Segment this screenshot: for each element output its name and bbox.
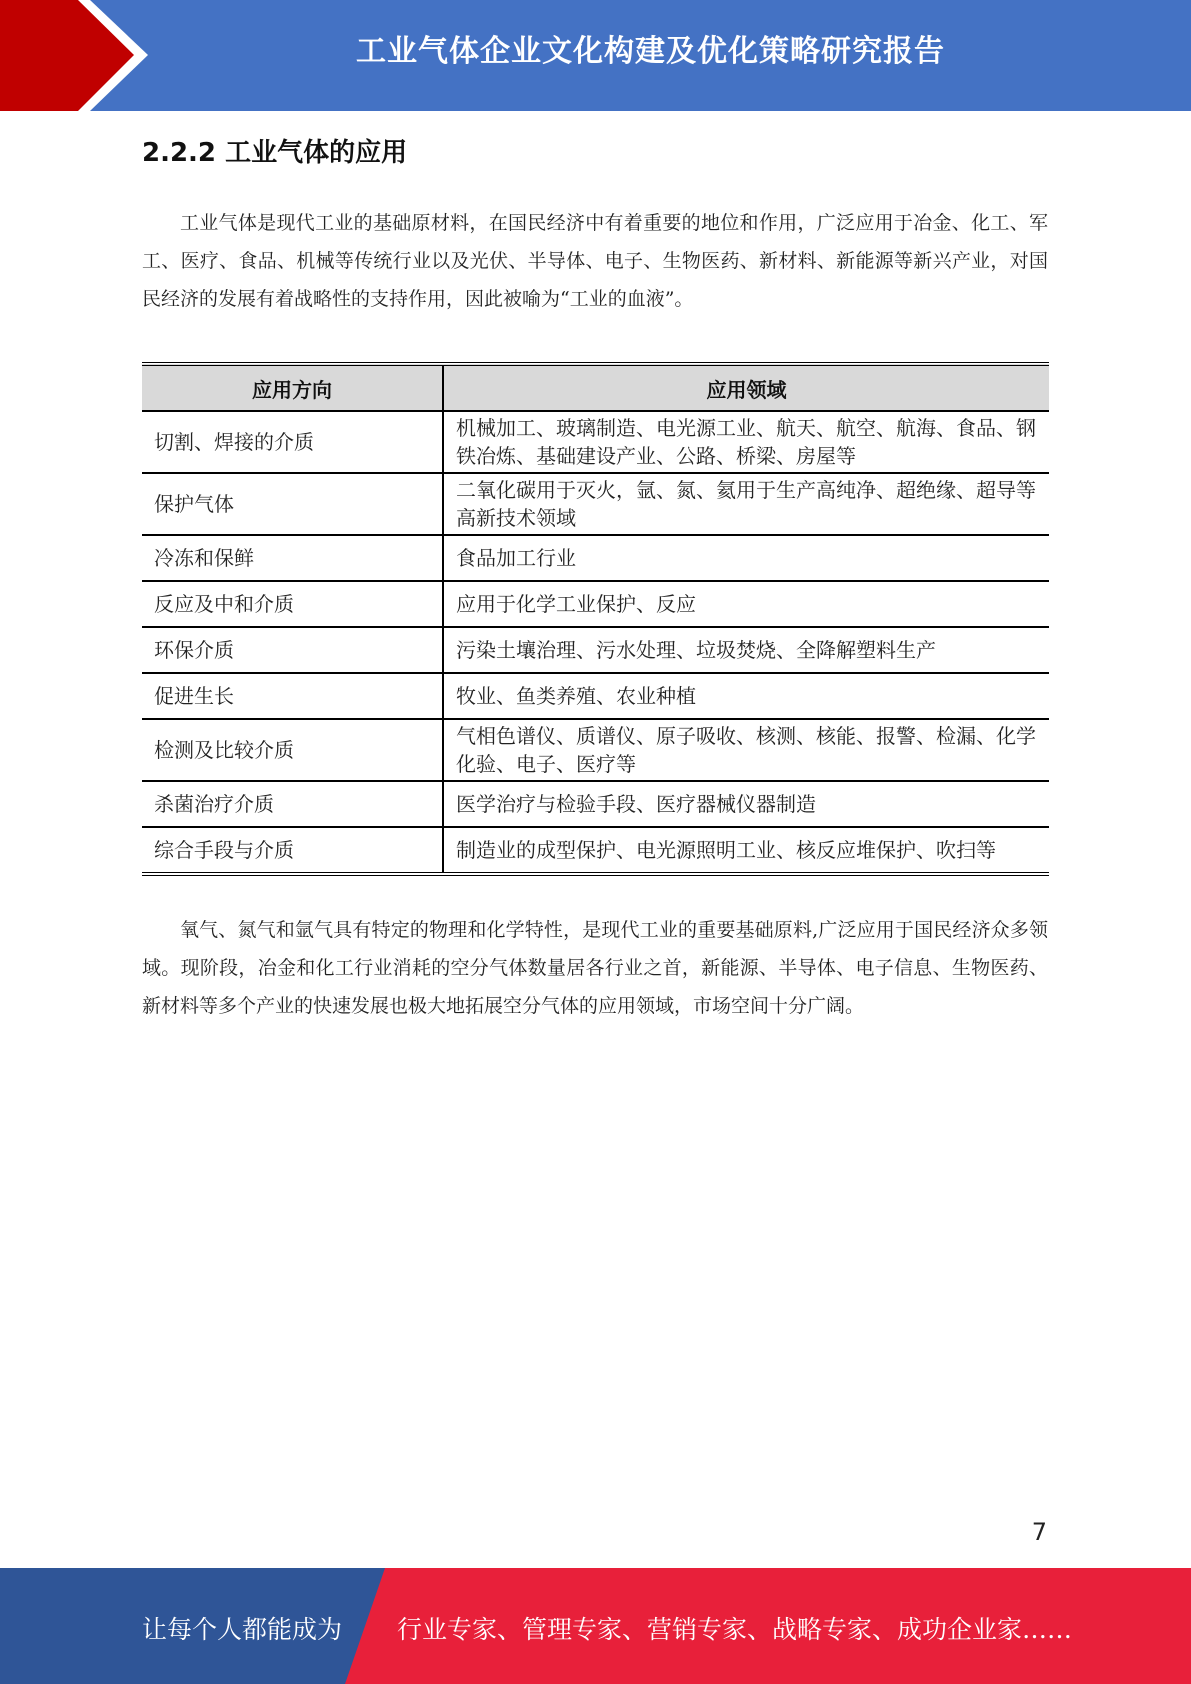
cell-field: 牧业、鱼类养殖、农业种植	[443, 673, 1049, 719]
cell-field: 食品加工行业	[443, 535, 1049, 581]
table-row	[142, 535, 1049, 581]
table-row	[142, 827, 1049, 874]
footer-slogan-right: 行业专家、管理专家、营销专家、战略专家、成功企业家……	[397, 1615, 1073, 1644]
column-header-field: 应用领域	[443, 364, 1049, 411]
table-row	[142, 627, 1049, 673]
intro-paragraph: 工业气体是现代工业的基础原材料，在国民经济中有着重要的地位和作用，广泛应用于冶金、化工、军工、医疗、食品、机械等传统行业以及光伏、半导体、电子、生物医药、新材料、新能源等新兴产业，对国民经济的发展有着战略性的支持作用，因此被喻为“工业的血液”。	[142, 212, 1048, 310]
table-row	[142, 719, 1049, 781]
table-row	[142, 411, 1049, 473]
page-number: 7	[1031, 1518, 1047, 1546]
cell-direction: 检测及比较介质	[142, 719, 443, 781]
table-row	[142, 473, 1049, 535]
cell-direction: 环保介质	[142, 627, 443, 673]
table-row	[142, 673, 1049, 719]
cell-direction: 杀菌治疗介质	[142, 781, 443, 827]
footer-banner	[0, 1568, 1191, 1684]
cell-direction: 综合手段与介质	[142, 827, 443, 874]
report-title: 工业气体企业文化构建及优化策略研究报告	[356, 34, 945, 69]
cell-direction: 反应及中和介质	[142, 581, 443, 627]
table-row	[142, 581, 1049, 627]
cell-field: 应用于化学工业保护、反应	[443, 581, 1049, 627]
cell-direction: 保护气体	[142, 473, 443, 535]
table-header-row	[142, 364, 1049, 411]
cell-field: 医学治疗与检验手段、医疗器械仪器制造	[443, 781, 1049, 827]
cell-direction: 切割、焊接的介质	[142, 411, 443, 473]
gas-application-table	[142, 362, 1049, 876]
footer-slogan-left: 让每个人都能成为	[142, 1615, 343, 1644]
cell-field: 气相色谱仪、质谱仪、原子吸收、核测、核能、报警、检漏、化学化验、电子、医疗等	[443, 719, 1049, 781]
cell-field: 污染土壤治理、污水处理、垃圾焚烧、全降解塑料生产	[443, 627, 1049, 673]
cell-direction: 冷冻和保鲜	[142, 535, 443, 581]
cell-direction: 促进生长	[142, 673, 443, 719]
cell-field: 二氧化碳用于灭火，氩、氮、氦用于生产高纯净、超绝缘、超导等高新技术领域	[443, 473, 1049, 535]
cell-field: 机械加工、玻璃制造、电光源工业、航天、航空、航海、食品、钢铁冶炼、基础建设产业、公路、桥梁、房屋等	[443, 411, 1049, 473]
cell-field: 制造业的成型保护、电光源照明工业、核反应堆保护、吹扫等	[456, 838, 996, 862]
header-arrow-decoration	[0, 0, 160, 111]
section-title: 2.2.2 工业气体的应用	[142, 138, 408, 168]
header-banner	[0, 0, 1191, 111]
column-header-direction: 应用方向	[142, 364, 443, 411]
table-row	[142, 781, 1049, 827]
oxygen-nitrogen-argon-paragraph: 氧气、氮气和氩气具有特定的物理和化学特性，是现代工业的重要基础原料,广泛应用于国民经济众多领域。现阶段，冶金和化工行业消耗的空分气体数量居各行业之首，新能源、半导体、电子信息、生物医药、新材料等多个产业的快速发展也极大地拓展空分气体的应用领域，市场空间十分广阔。	[142, 919, 1048, 1017]
